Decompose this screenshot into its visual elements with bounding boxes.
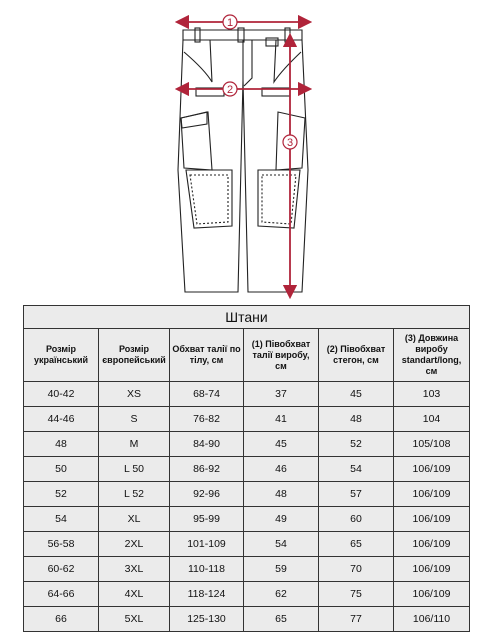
table-cell: 64-66	[24, 582, 99, 607]
table-title: Штани	[24, 306, 470, 329]
pants-outline	[178, 28, 308, 292]
table-cell: XS	[99, 382, 170, 407]
table-cell: 77	[319, 607, 394, 632]
table-cell: 86-92	[170, 457, 244, 482]
table-cell: 48	[244, 482, 319, 507]
table-cell: 92-96	[170, 482, 244, 507]
table-cell: 110-118	[170, 557, 244, 582]
table-cell: 49	[244, 507, 319, 532]
table-row	[24, 532, 470, 557]
table-cell: 40-42	[24, 382, 99, 407]
table-row	[24, 407, 470, 432]
table-cell: 59	[244, 557, 319, 582]
column-header: (3) Довжина виробу standart/long, см	[394, 329, 470, 382]
table-row	[24, 457, 470, 482]
table-cell: 54	[244, 532, 319, 557]
table-cell: 4XL	[99, 582, 170, 607]
table-row	[24, 557, 470, 582]
table-cell: 2XL	[99, 532, 170, 557]
table-cell: 68-74	[170, 382, 244, 407]
table-cell: 125-130	[170, 607, 244, 632]
table-cell: 95-99	[170, 507, 244, 532]
table-cell: 118-124	[170, 582, 244, 607]
table-cell: 5XL	[99, 607, 170, 632]
table-cell: 3XL	[99, 557, 170, 582]
table-row	[24, 482, 470, 507]
column-header: (2) Півобхват стегон, см	[319, 329, 394, 382]
table-cell: 46	[244, 457, 319, 482]
table-cell: XL	[99, 507, 170, 532]
table-cell: 52	[24, 482, 99, 507]
table-cell: 106/109	[394, 532, 470, 557]
table-cell: 106/109	[394, 482, 470, 507]
table-cell: 54	[319, 457, 394, 482]
column-header: Обхват талії по тілу, см	[170, 329, 244, 382]
table-row	[24, 507, 470, 532]
table-cell: 103	[394, 382, 470, 407]
table-cell: 44-46	[24, 407, 99, 432]
column-header: (1) Півобхват талії виробу, см	[244, 329, 319, 382]
table-cell: 106/110	[394, 607, 470, 632]
column-header: Розмір європейський	[99, 329, 170, 382]
table-header-row	[24, 329, 470, 382]
table-cell: 104	[394, 407, 470, 432]
table-cell: 106/109	[394, 507, 470, 532]
table-cell: 66	[24, 607, 99, 632]
table-cell: 56-58	[24, 532, 99, 557]
table-cell: 45	[319, 382, 394, 407]
table-cell: L 52	[99, 482, 170, 507]
table-cell: 65	[319, 532, 394, 557]
table-cell: 70	[319, 557, 394, 582]
marker-3: 3	[286, 137, 294, 149]
size-table	[23, 305, 470, 632]
table-cell: 41	[244, 407, 319, 432]
table-cell: 37	[244, 382, 319, 407]
table-cell: 106/109	[394, 557, 470, 582]
table-cell: 45	[244, 432, 319, 457]
table-cell: 62	[244, 582, 319, 607]
table-cell: 54	[24, 507, 99, 532]
table-row	[24, 432, 470, 457]
table-cell: 60	[319, 507, 394, 532]
table-row	[24, 607, 470, 632]
table-cell: L 50	[99, 457, 170, 482]
pants-diagram	[0, 0, 492, 300]
table-cell: 48	[319, 407, 394, 432]
table-row	[24, 382, 470, 407]
table-cell: 76-82	[170, 407, 244, 432]
table-cell: 106/109	[394, 457, 470, 482]
table-row	[24, 582, 470, 607]
table-cell: S	[99, 407, 170, 432]
marker-1: 1	[226, 17, 234, 29]
column-header: Розмір український	[24, 329, 99, 382]
table-cell: M	[99, 432, 170, 457]
table-cell: 101-109	[170, 532, 244, 557]
table-cell: 57	[319, 482, 394, 507]
table-cell: 106/109	[394, 582, 470, 607]
marker-2: 2	[226, 84, 234, 96]
table-cell: 65	[244, 607, 319, 632]
table-cell: 48	[24, 432, 99, 457]
table-cell: 75	[319, 582, 394, 607]
measure-markers	[223, 15, 297, 149]
table-cell: 52	[319, 432, 394, 457]
table-cell: 84-90	[170, 432, 244, 457]
table-cell: 60-62	[24, 557, 99, 582]
table-cell: 50	[24, 457, 99, 482]
table-cell: 105/108	[394, 432, 470, 457]
